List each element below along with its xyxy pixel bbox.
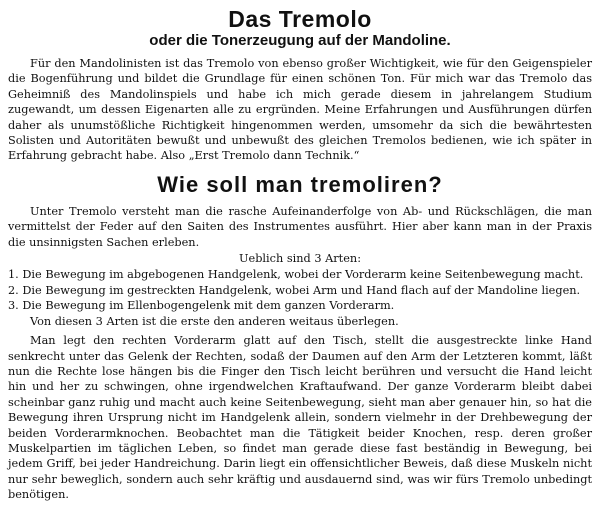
- arts-conclusion: Von diesen 3 Arten ist die erste den anderen weitaus überlegen.: [30, 314, 399, 328]
- arts-heading: Ueblich sind 3 Arten:: [238, 252, 361, 266]
- list-item: 3. Die Bewegung im Ellenbogengelenk mit dem ganzen Vorderarm.: [8, 299, 395, 313]
- arts-list: [8, 267, 592, 313]
- intro-paragraph: Für den Mandolinisten ist das Tremolo von ebenso großer Wichtigkeit, wie für den Geigenspieler die Bogenführung und bildet die Grundlage für einen schönen Ton. Für mich war das Tremolo das Geheimniß des Mandolinspiels und habe ich mich gerade diesem in jahrelangem Studium zugewandt, um dessen Eigenarten alle zu ergründen. Meine Erfahrungen und Ausführungen dürfen daher als unumstößliche Richtigkeit hingenommen werden, umsomehr da sich die bewährtesten Solisten und Autoritäten bewußt und unbewußt des gleichen Tremolos bedienen, wie ich später in Erfahrung gebracht habe. Also „Erst Tremolo dann Technik.“: [8, 57, 592, 163]
- page-title: Das Tremolo: [228, 6, 372, 32]
- page-subtitle: oder die Tonerzeugung auf der Mandoline.: [149, 32, 451, 49]
- list-item: 2. Die Bewegung im gestreckten Handgelenk, wobei Arm und Hand flach auf der Mandoline liegen.: [8, 283, 581, 297]
- section-intro-paragraph: Unter Tremolo versteht man die rasche Aufeinanderfolge von Ab- und Rückschlägen, die man vermittelst der Feder auf den Saiten des Instrumentes ausführt. Hier aber kann man in der Praxis die unsinnigsten Sachen erleben.: [8, 204, 592, 249]
- closing-paragraph: Man legt den rechten Vorderarm glatt auf den Tisch, stellt die ausgestreckte linke Hand senkrecht unter das Gelenk der Rechten, sodaß der Daumen auf den Arm der Letzteren kommt, läßt nun die Rechte lose hängen bis die Finger den Tisch leicht berühren und versucht die Hand leicht hin und her zu schwingen, ohne irgendwelchen Kraftaufwand. Der ganze Vorderarm bleibt dabei scheinbar ganz ruhig und macht auch keine Seitenbewegung, sieht man aber genauer hin, so hat die Bewegung ihren Ursprung nicht im Handgelenk allein, sondern vielmehr in der Drehbewegung der beiden Vorderarmknochen. Beobachtet man die Tätigkeit beider Knochen, resp. deren großer Muskelpartien im täglichen Leben, so findet man gerade diese fast beständig in Bewegung, bei jedem Griff, bei jeder Handreichung. Darin liegt ein offensichtlicher Beweis, daß diese Muskeln nicht nur sehr beweglich, sondern auch sehr kräftig und ausdauernd sind, was wir fürs Tremolo unbedingt benötigen.: [8, 334, 592, 502]
- list-item: 1. Die Bewegung im abgebogenen Handgelenk, wobei der Vorderarm keine Seitenbewegung macht.: [8, 268, 584, 282]
- section-title: Wie soll man tremoliren?: [157, 171, 443, 197]
